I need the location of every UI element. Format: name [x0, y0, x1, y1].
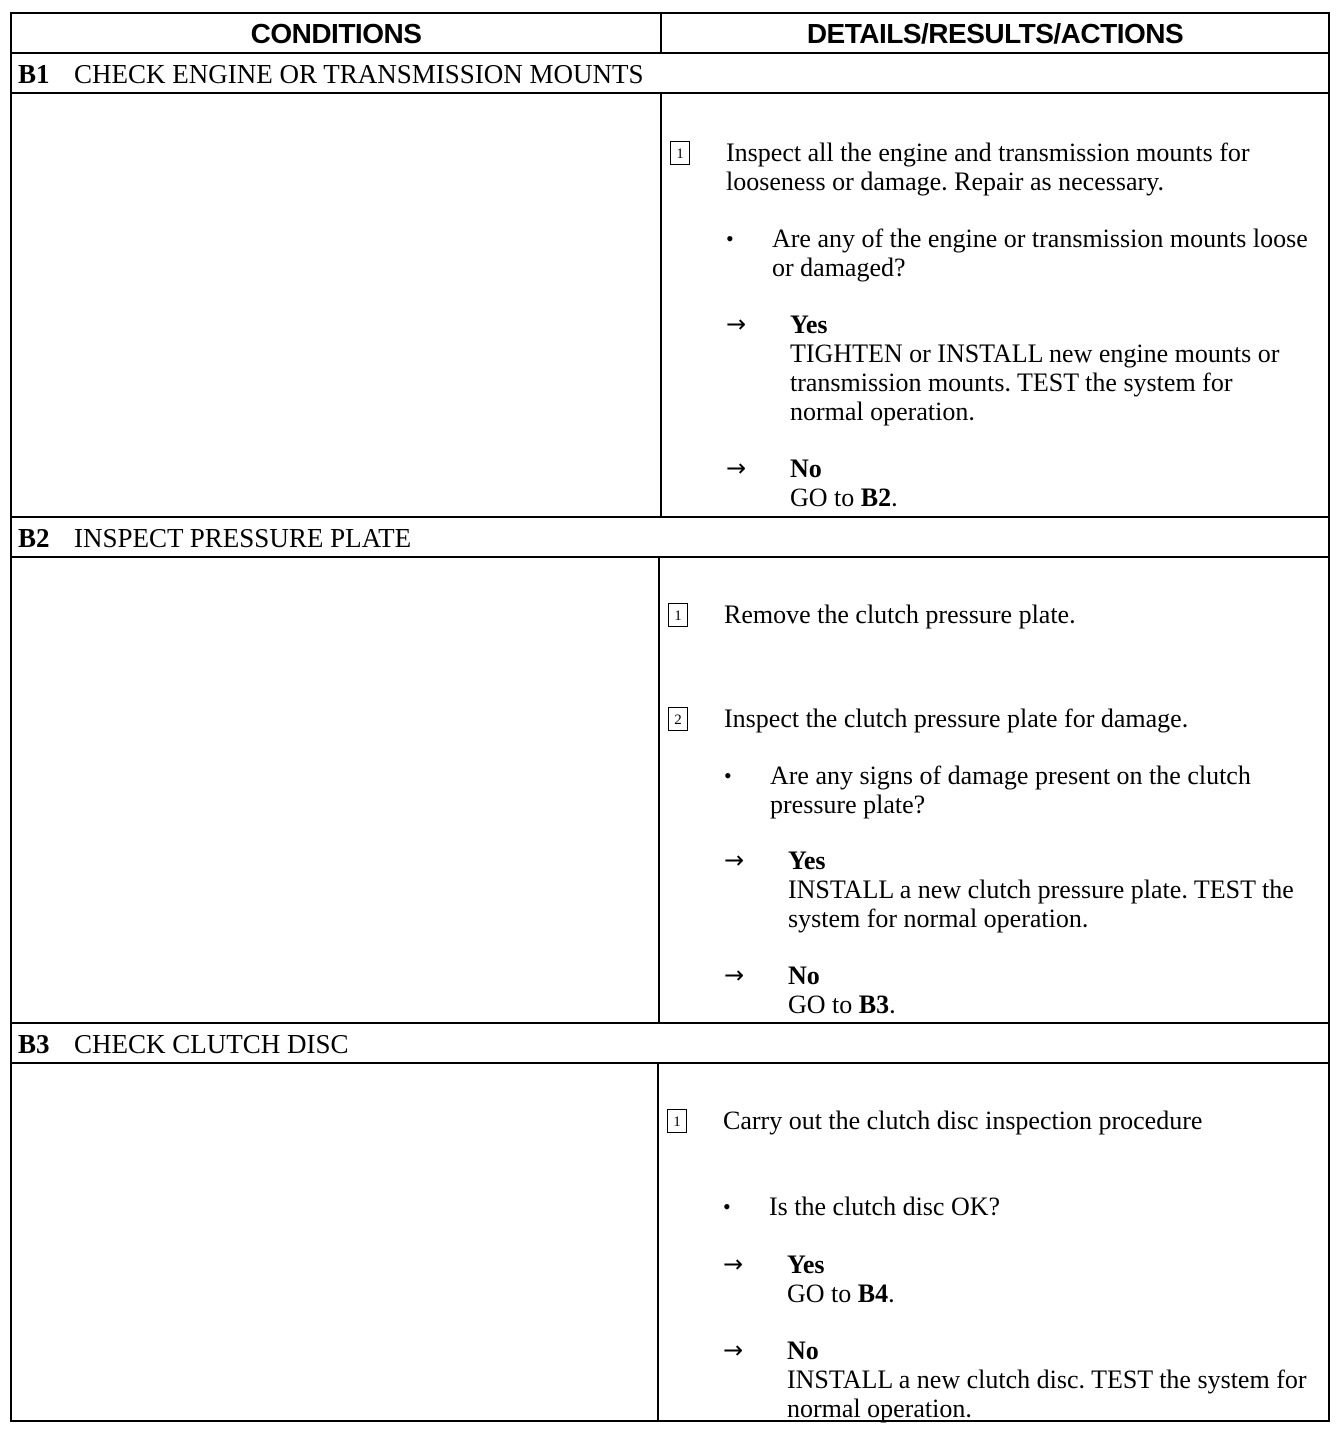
answer-label: No — [787, 1336, 819, 1365]
answer-text: INSTALL a new clutch disc. TEST the system for normal operation. — [787, 1365, 1307, 1423]
next-step-ref: B4 — [857, 1279, 889, 1308]
table-header — [12, 14, 1328, 54]
answer-yes — [726, 310, 1308, 426]
step-text: Carry out the clutch disc inspection procedure — [723, 1106, 1203, 1135]
arrow-right-icon: → — [724, 961, 745, 989]
step-number-box: 2 — [668, 707, 688, 731]
actions-cell — [660, 558, 1328, 1022]
step-number-box: 1 — [667, 1109, 687, 1133]
answer-text: GO to B4. — [787, 1279, 895, 1308]
answer-no — [724, 961, 1308, 1019]
answer-label: No — [788, 961, 820, 990]
answer-text: INSTALL a new clutch pressure plate. TEST the system for normal operation. — [788, 875, 1294, 933]
arrow-right-icon: → — [723, 1336, 744, 1364]
section-title-text: CHECK ENGINE OR TRANSMISSION MOUNTS — [74, 59, 644, 89]
diagnostic-table — [10, 12, 1330, 1422]
question — [726, 224, 1308, 282]
bullet-icon: • — [724, 763, 732, 788]
arrow-right-icon: → — [726, 454, 747, 482]
answer-text: GO to B2. — [790, 483, 898, 512]
question-text: Are any of the engine or transmission mounts loose or damaged? — [772, 224, 1308, 282]
section-title-b1 — [12, 54, 1328, 94]
question — [723, 1192, 1308, 1221]
step — [668, 704, 1308, 733]
arrow-right-icon: → — [723, 1250, 744, 1278]
question-text: Are any signs of damage present on the clutch pressure plate? — [770, 761, 1251, 819]
section-code: B2 — [18, 523, 50, 553]
step-number-box: 1 — [670, 141, 690, 165]
section-body-b1 — [12, 94, 1328, 518]
next-step-ref: B2 — [860, 483, 892, 512]
step — [668, 600, 1308, 629]
step — [670, 138, 1308, 196]
section-title-text: INSPECT PRESSURE PLATE — [74, 523, 412, 553]
section-title-b2 — [12, 518, 1328, 558]
bullet-icon: • — [723, 1194, 731, 1219]
step-number-box: 1 — [668, 603, 688, 627]
answer-label: Yes — [790, 310, 828, 339]
answer-no — [726, 454, 1308, 512]
section-code: B1 — [18, 59, 50, 89]
answer-yes — [724, 846, 1308, 933]
section-code: B3 — [18, 1029, 50, 1059]
next-step-ref: B3 — [858, 990, 890, 1019]
arrow-right-icon: → — [724, 846, 745, 874]
actions-cell — [662, 94, 1328, 516]
question-text: Is the clutch disc OK? — [769, 1192, 1001, 1221]
answer-yes — [723, 1250, 1308, 1308]
step-text: Remove the clutch pressure plate. — [724, 600, 1076, 629]
question — [724, 761, 1308, 819]
section-title-text: CHECK CLUTCH DISC — [74, 1029, 349, 1059]
conditions-column-header: CONDITIONS — [12, 14, 662, 52]
section-title-b3 — [12, 1024, 1328, 1064]
bullet-icon: • — [726, 226, 734, 251]
answer-label: Yes — [787, 1250, 825, 1279]
section-body-b2 — [12, 558, 1328, 1024]
step — [667, 1106, 1308, 1135]
answer-label: No — [790, 454, 822, 483]
step-text: Inspect the clutch pressure plate for damage. — [724, 704, 1189, 733]
actions-cell — [659, 1064, 1328, 1423]
answer-text: GO to B3. — [788, 990, 896, 1019]
answer-label: Yes — [788, 846, 826, 875]
section-body-b3 — [12, 1064, 1328, 1423]
answer-text: TIGHTEN or INSTALL new engine mounts or transmission mounts. TEST the system for normal operation. — [790, 339, 1280, 426]
actions-column-header: DETAILS/RESULTS/ACTIONS — [806, 18, 1184, 49]
arrow-right-icon: → — [726, 310, 747, 338]
step-text: Inspect all the engine and transmission mounts for looseness or damage. Repair as necessary. — [726, 138, 1250, 196]
answer-no — [723, 1336, 1308, 1423]
